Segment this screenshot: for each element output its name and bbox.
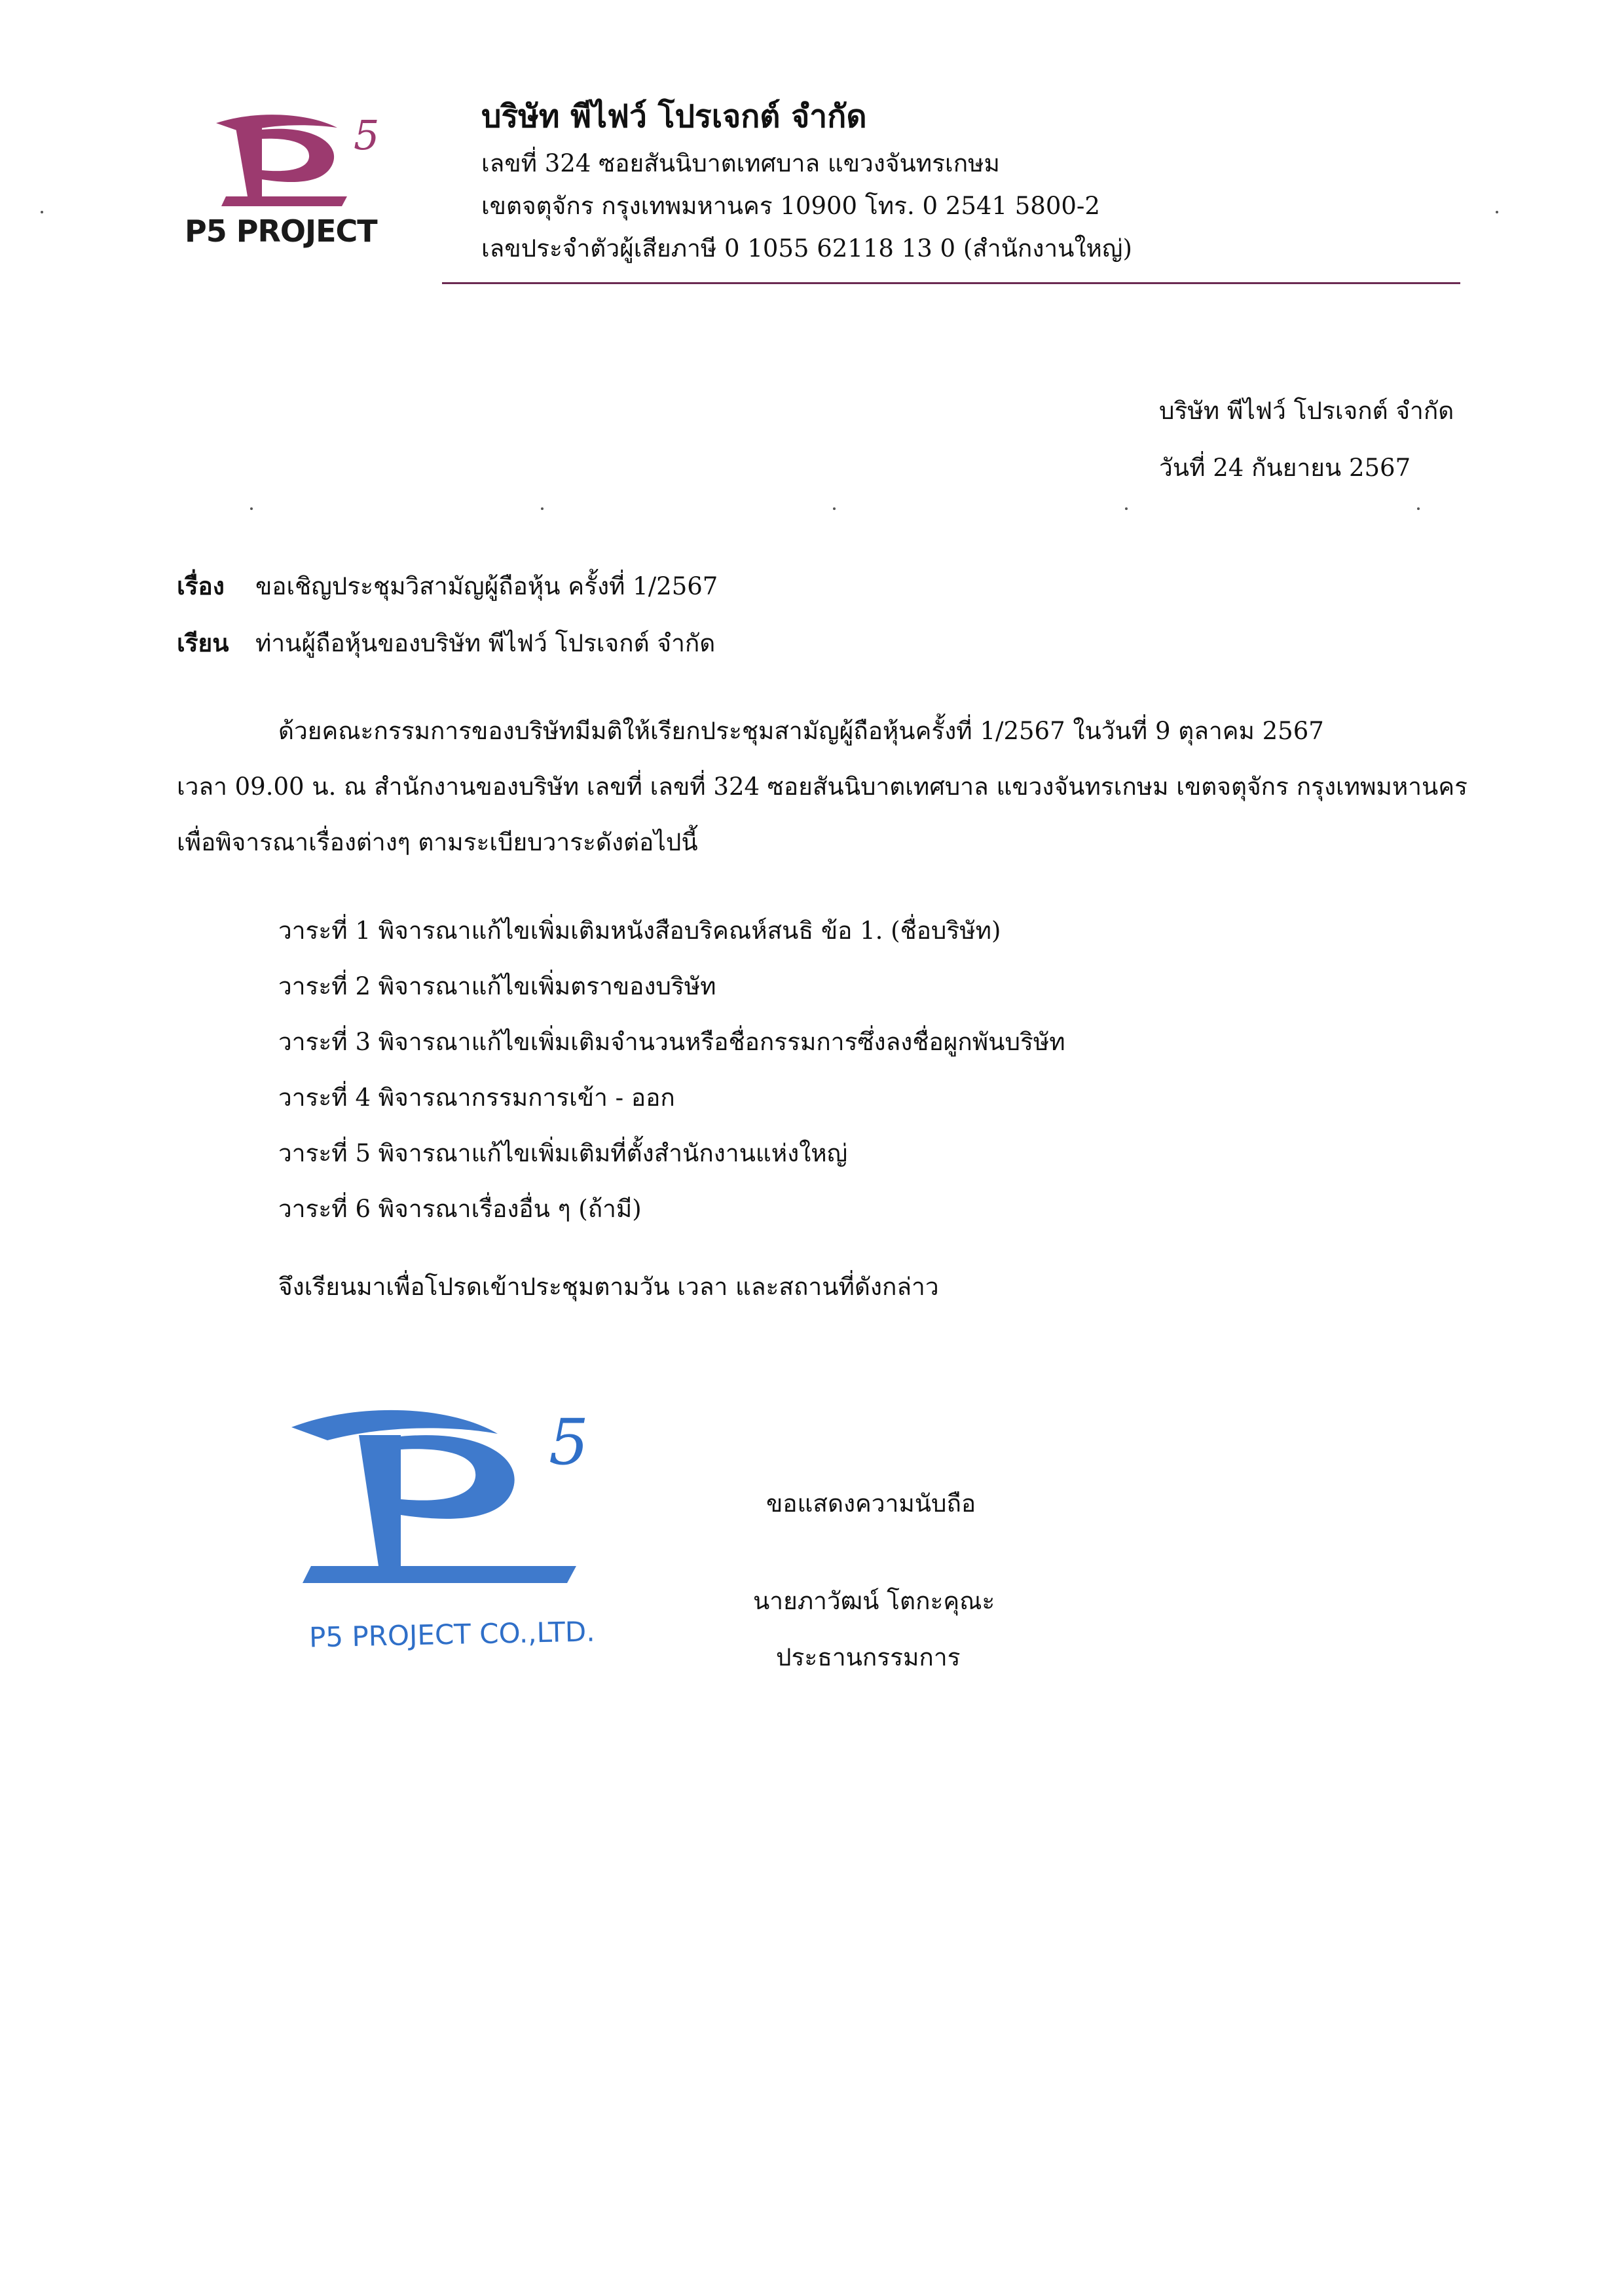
body-paragraph-line2: เวลา 09.00 น. ณ สำนักงานของบริษัท เลขที่ เลขที่ 324 ซอยสันนิบาตเทศบาล แขวงจันทรเกษม เขตจตุจักร กรุงเทพมหานคร [177, 773, 1467, 801]
regards-text: ขอแสดงความนับถือ [766, 1489, 976, 1518]
scan-speck [1417, 507, 1420, 510]
agenda-item: วาระที่ 6 พิจารณาเรื่องอื่น ๆ (ถ้ามี) [278, 1195, 642, 1223]
scan-speck [541, 507, 544, 510]
agenda-item: วาระที่ 5 พิจารณาแก้ไขเพิ่มเติมที่ตั้งสำนักงานแห่งใหญ่ [278, 1139, 848, 1167]
scan-speck [833, 507, 836, 510]
agenda-item: วาระที่ 2 พิจารณาแก้ไขเพิ่มตราของบริษัท [278, 972, 716, 1000]
recipient-text: ท่านผู้ถือหุ้นของบริษัท พีไฟว์ โปรเจกต์ จำกัด [255, 629, 716, 657]
company-address-line1: เลขที่ 324 ซอยสันนิบาตเทศบาล แขวงจันทรเกษม [481, 149, 1000, 177]
scan-speck [1496, 211, 1498, 213]
scan-speck [41, 211, 43, 213]
stamp-superscript: 5 [549, 1406, 589, 1479]
subject-label: เรื่อง [177, 572, 225, 600]
closing-line: จึงเรียนมาเพื่อโปรดเข้าประชุมตามวัน เวลา และสถานที่ดังกล่าว [278, 1273, 939, 1301]
sender-name: บริษัท พีไฟว์ โปรเจกต์ จำกัด [1159, 397, 1454, 425]
header-divider [442, 282, 1460, 284]
company-tax-line: เลขประจำตัวผู้เสียภาษี 0 1055 62118 13 0 (สำนักงานใหญ่) [481, 234, 1132, 263]
agenda-item: วาระที่ 3 พิจารณาแก้ไขเพิ่มเติมจำนวนหรือชื่อกรรมการซึ่งลงชื่อผูกพันบริษัท [278, 1028, 1065, 1056]
company-stamp [282, 1394, 661, 1630]
letterhead-logo-superscript: 5 [354, 111, 380, 159]
scan-speck [250, 507, 253, 510]
letterhead-logo-text: P5 PROJECT [185, 213, 377, 249]
scan-speck [1125, 507, 1128, 510]
company-address-line2: เขตจตุจักร กรุงเทพมหานคร 10900 โทร. 0 2541 5800-2 [481, 192, 1100, 220]
letter-date: วันที่ 24 กันยายน 2567 [1159, 454, 1411, 482]
agenda-item: วาระที่ 4 พิจารณากรรมการเข้า - ออก [278, 1084, 675, 1112]
stamp-text: P5 PROJECT CO.,LTD. [308, 1615, 596, 1654]
body-paragraph-line1: ด้วยคณะกรรมการของบริษัทมีมติให้เรียกประชุมสามัญผู้ถือหุ้นครั้งที่ 1/2567 ในวันที่ 9 ตุลาคม 2567 [278, 717, 1324, 745]
body-paragraph-line3: เพื่อพิจารณาเรื่องต่างๆ ตามระเบียบวาระดังต่อไปนี้ [177, 828, 698, 856]
recipient-label: เรียน [177, 629, 229, 657]
agenda-item: วาระที่ 1 พิจารณาแก้ไขเพิ่มเติมหนังสือบริคณห์สนธิ ข้อ 1. (ชื่อบริษัท) [278, 917, 1001, 945]
signer-title: ประธานกรรมการ [776, 1643, 961, 1671]
signer-name: นายภาวัฒน์ โตกะคุณะ [753, 1587, 995, 1615]
company-name: บริษัท พีไฟว์ โปรเจกต์ จำกัด [481, 98, 867, 135]
subject-text: ขอเชิญประชุมวิสามัญผู้ถือหุ้น ครั้งที่ 1/2567 [255, 572, 718, 600]
